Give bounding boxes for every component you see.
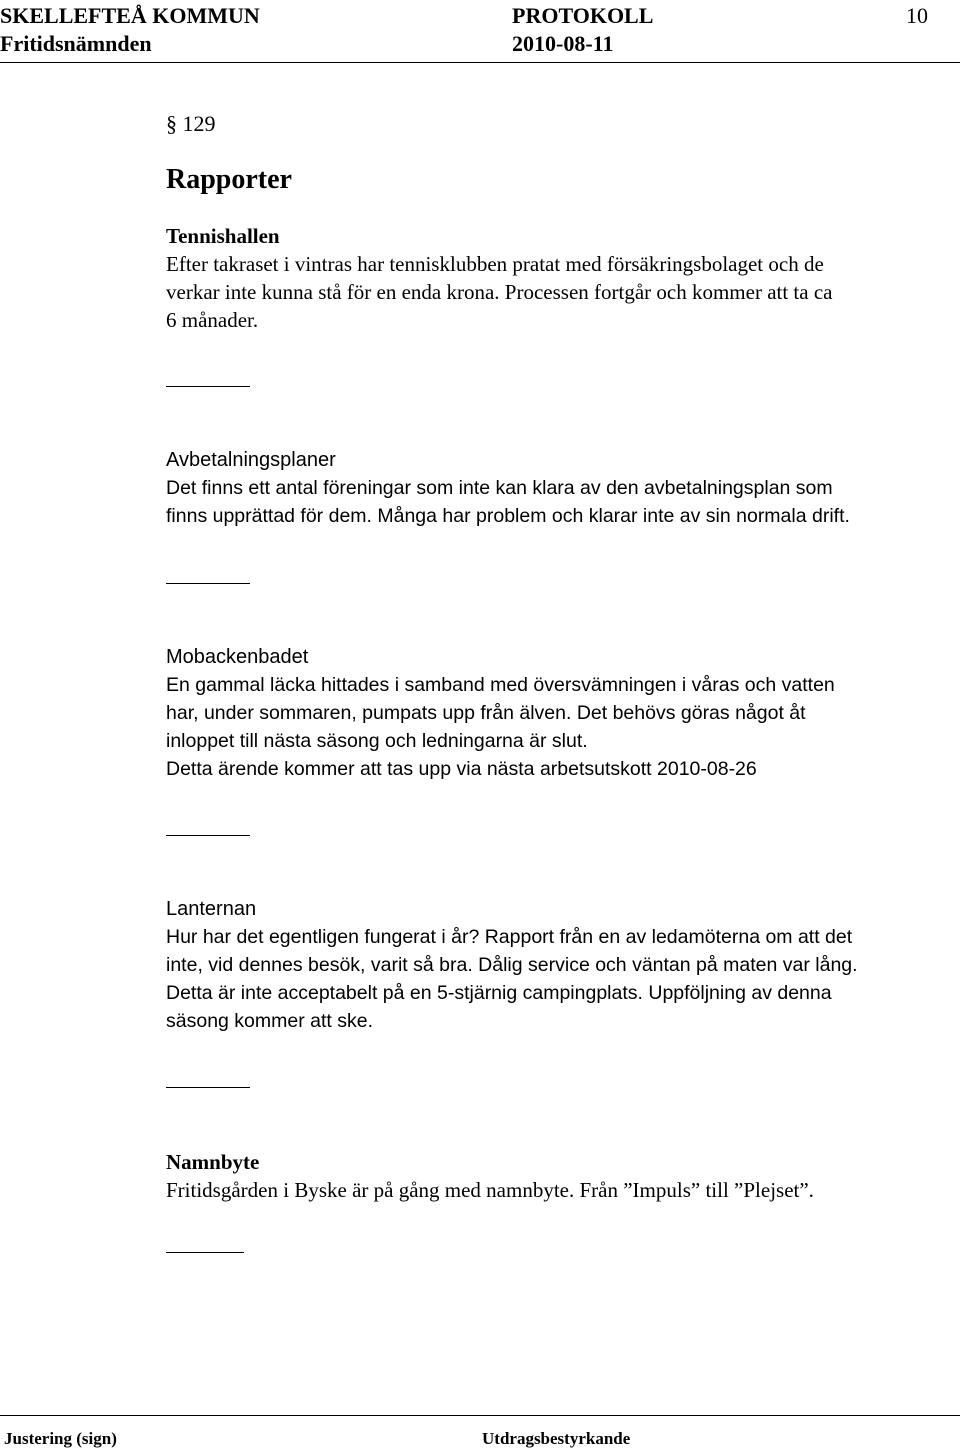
section-heading: Avbetalningsplaner [166,449,336,471]
section-line: har, under sommaren, pumpats upp från älven. Det behövs göras något åt [166,702,806,724]
meeting-date: 2010-08-11 [512,31,614,56]
section-line: Det finns ett antal föreningar som inte kan klara av den avbetalningsplan som [166,477,833,499]
section-line: säsong kommer att ske. [166,1010,373,1032]
section-divider [166,1087,250,1088]
footer-utdragsbestyrkande: Utdragsbestyrkande [482,1429,631,1448]
section-line: 6 månader. [166,308,259,332]
section-number: § 129 [166,111,216,136]
section-line: finns upprättad för dem. Många har problem och klarar inte av sin normala drift. [166,505,850,527]
page-title: Rapporter [166,164,292,195]
section-line: Hur har det egentligen fungerat i år? Rapport från en av ledamöterna om att det [166,926,853,948]
section-namnbyte [166,1148,946,1204]
section-line: Detta är inte acceptabelt på en 5-stjärnig campingplats. Uppföljning av denna [166,982,832,1004]
section-heading: Tennishallen [166,224,280,248]
section-line: Detta ärende kommer att tas upp via nästa arbetsutskott 2010-08-26 [166,758,757,780]
header-divider [0,62,960,63]
section-mobackenbadet [166,643,946,783]
section-tennishallen [166,222,946,334]
section-divider [166,1252,244,1253]
section-line: Efter takraset i vintras har tennisklubben pratat med försäkringsbolaget och de [166,252,824,276]
section-heading: Namnbyte [166,1150,260,1174]
page-number: 10 [906,3,928,28]
section-heading: Mobackenbadet [166,646,309,668]
section-line: inte, vid dennes besök, varit så bra. Dålig service och väntan på maten var lång. [166,954,858,976]
organization-name: SKELLEFTEÅ KOMMUN [0,3,260,28]
section-avbetalningsplaner [166,446,946,530]
footer-justering: Justering (sign) [4,1429,117,1448]
section-lanternan [166,895,946,1035]
document-type: PROTOKOLL [512,3,654,28]
section-divider [166,386,250,387]
section-line: Fritidsgården i Byske är på gång med namnbyte. Från ”Impuls” till ”Plejset”. [166,1178,814,1202]
section-heading: Lanternan [166,898,257,920]
section-divider [166,835,250,836]
section-divider [166,583,250,584]
footer-divider [0,1415,960,1416]
committee-name: Fritidsnämnden [0,31,152,56]
section-line: verkar inte kunna stå för en enda krona. Processen fortgår och kommer att ta ca [166,280,833,304]
section-line: En gammal läcka hittades i samband med översvämningen i våras och vatten [166,674,835,696]
section-line: inloppet till nästa säsong och ledningarna är slut. [166,730,588,752]
